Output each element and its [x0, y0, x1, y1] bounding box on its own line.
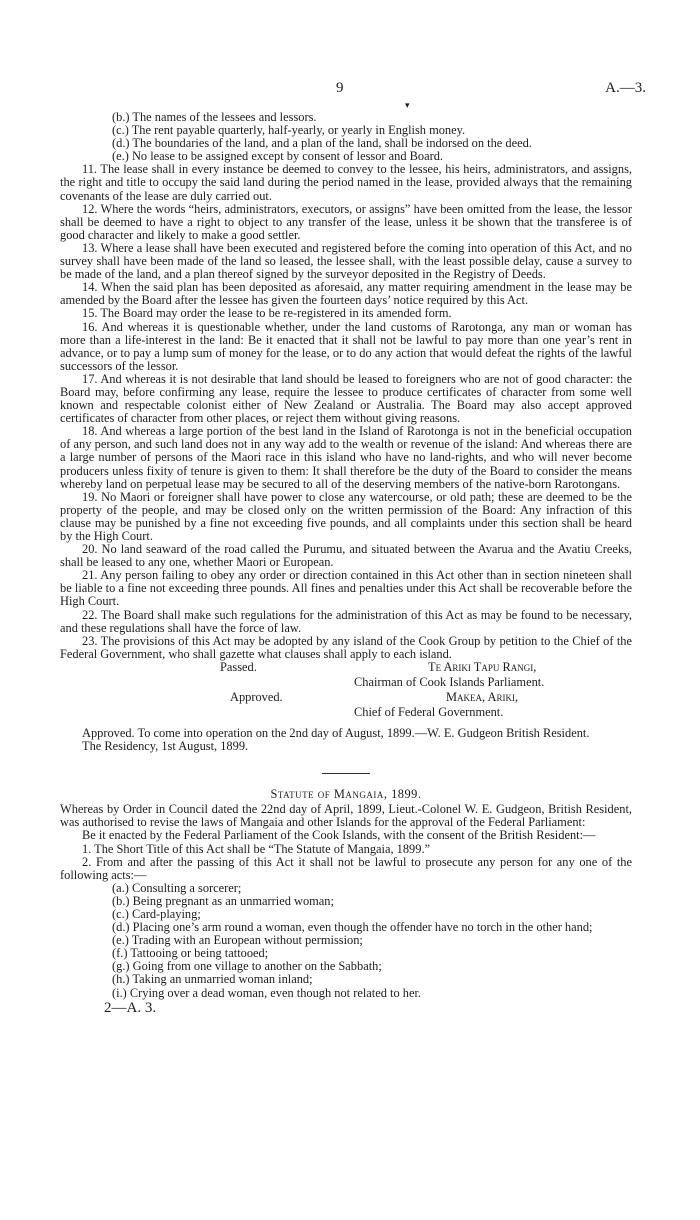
mangaia-section-1: 1. The Short Title of this Act shall be “The Statute of Mangaia, 1899.”: [82, 841, 431, 856]
statute-title: Statute of Mangaia, 1899.: [270, 787, 422, 802]
mangaia-section-2: 2. From and after the passing of this Act it shall not be lawful to prosecute any person for any one of the following acts:—: [60, 854, 632, 882]
section-12: 12. Where the words “heirs, administrators, executors, or assigns” have been omitted from the lease, the lessor shall be deemed to have a right to object to any transfer of the lease, unless it be shown that the transferee is of good character and likely to make a good settler.: [60, 201, 632, 242]
section-21: 21. Any person failing to obey any order or direction contained in this Act other than in section nineteen shall be liable to a fine not exceeding three pounds. All fines and penalties under this Act shall be recoverable before the High Court.: [60, 568, 632, 609]
section-11: 11. The lease shall in every instance be deemed to convey to the lessee, his heirs, administrators, and assigns, the right and title to occupy the said land during the period named in the lease, provided always that the remaining covenants of the lease are duly carried out.: [60, 162, 632, 203]
section-23: 23. The provisions of this Act may be adopted by any island of the Cook Group by petition to the Chief of the Federal Government, who shall gazette what clauses shall apply to each island.: [60, 633, 632, 661]
act-item-g: (g.) Going from one village to another on the Sabbath;: [112, 959, 382, 974]
lease-item-d: (d.) The boundaries of the land, and a plan of the land, shall be indorsed on the deed.: [112, 136, 532, 151]
act-item-a: (a.) Consulting a sorcerer;: [112, 880, 242, 895]
section-divider: [322, 773, 370, 774]
act-item-i: (i.) Crying over a dead woman, even though not related to her.: [112, 985, 421, 1000]
printer-mark: ▾: [405, 100, 410, 110]
act-item-d: (d.) Placing one’s arm round a woman, even though the offender have no torch in the other hand;: [112, 920, 593, 935]
section-14: 14. When the said plan has been deposited as aforesaid, any matter requiring amendment in the lease may be amended by the Board after the lessee has given the fourteen days’ notice required by this Act.: [60, 280, 632, 308]
preamble: Whereas by Order in Council dated the 22nd day of April, 1899, Lieut.-Colonel W. E. Gudgeon, British Resident, was authorised to revise the laws of Mangaia and other Islands for the approval of the Federal Parliament:: [60, 802, 632, 830]
signer-1-title: Chairman of Cook Islands Parliament.: [354, 674, 545, 689]
section-22: 22. The Board shall make such regulations for the administration of this Act as may be found to be necessary, and these regulations shall have the force of law.: [60, 607, 632, 635]
page-number: 9: [336, 80, 344, 96]
act-item-h: (h.) Taking an unmarried woman inland;: [112, 972, 313, 987]
lease-item-c: (c.) The rent payable quarterly, half-yearly, or yearly in English money.: [112, 123, 466, 138]
signature-row-3: [60, 691, 632, 706]
section-16: 16. And whereas it is questionable whether, under the land customs of Rarotonga, any man or woman has more than a life-interest in the land: Be it enacted that it shall not be lawful to pay more than one year’s rent in advance, or to pay a lump sum of money for the lease, or to do any action that would defeat the rights of the lawful successors of the lessor.: [60, 319, 632, 373]
section-17: 17. And whereas it is not desirable that land should be leased to foreigners who are not of good character: the Board may, before confirming any lease, require the lessee to produce certificates of character from some well known and respectable colonist either of New Zealand or Australia. The Board may also accept approved certificates of character from other places, or reject them without giving reasons.: [60, 371, 632, 426]
act-item-e: (e.) Trading with an European without permission;: [112, 933, 363, 948]
residency-date: The Residency, 1st August, 1899.: [82, 739, 249, 754]
approved-label: Approved.: [230, 689, 283, 704]
section-19: 19. No Maori or foreigner shall have power to close any watercourse, or old path; these are deemed to be the property of the people, and may be closed only on the written permission of the Board: Any infraction of this clause may be punished by a fine not exceeding five pounds, and all complaints under this section shall be heard by the High Court.: [60, 489, 632, 543]
signer-2-name: Makea, Ariki,: [446, 689, 519, 704]
act-item-c: (c.) Card-playing;: [112, 906, 201, 921]
lease-item-b: (b.) The names of the lessees and lessors.: [112, 110, 317, 124]
section-15: 15. The Board may order the lease to be re-registered in its amended form.: [82, 306, 452, 321]
section-18: 18. And whereas a large portion of the best land in the Island of Rarotonga is not in the beneficial occupation of any person, and such land does not in any way add to the wealth or revenue of the island: And whereas there are a large number of persons of the Maori race in this island who have no land-rights, and who will never become producers unless fixity of tenure is given to them: It shall therefore be the duty of the Board to consider the means whereby land on perpetual lease may be secured to all of the deserving members of the native-born Rarotongans.: [60, 424, 632, 491]
signature-row-2: [60, 676, 632, 691]
document-code: A.—3.: [605, 80, 646, 96]
signer-1-name: Te Ariki Tapu Rangi,: [428, 659, 537, 674]
enactment-clause: Be it enacted by the Federal Parliament of the Cook Islands, with the consent of the British Resident:—: [82, 828, 596, 843]
lease-item-e: (e.) No lease to be assigned except by consent of lessor and Board.: [112, 149, 444, 164]
approval-note: Approved. To come into operation on the 2nd day of August, 1899.—W. E. Gudgeon British Resident.: [82, 725, 590, 740]
passed-label: Passed.: [220, 659, 257, 674]
section-20: 20. No land seaward of the road called the Purumu, and situated between the Avarua and the Avatiu Creeks, shall be leased to any one, whether Maori or European.: [60, 542, 632, 570]
signature-row-1: [60, 661, 632, 676]
act-item-f: (f.) Tattooing or being tattooed;: [112, 946, 269, 961]
signature-row-4: [60, 706, 632, 721]
page-body: [60, 111, 632, 1016]
signature-mark: 2—A. 3.: [104, 999, 157, 1016]
act-item-b: (b.) Being pregnant as an unmarried woman;: [112, 893, 334, 908]
section-13: 13. Where a lease shall have been executed and registered before the coming into operation of this Act, and no survey shall have been made of the land so leased, the lessee shall, with the least possible delay, cause a survey to be made of the land, and a plan thereof signed by the surveyor deposited in the Registry of Deeds.: [60, 240, 632, 282]
signer-2-title: Chief of Federal Government.: [354, 704, 504, 719]
